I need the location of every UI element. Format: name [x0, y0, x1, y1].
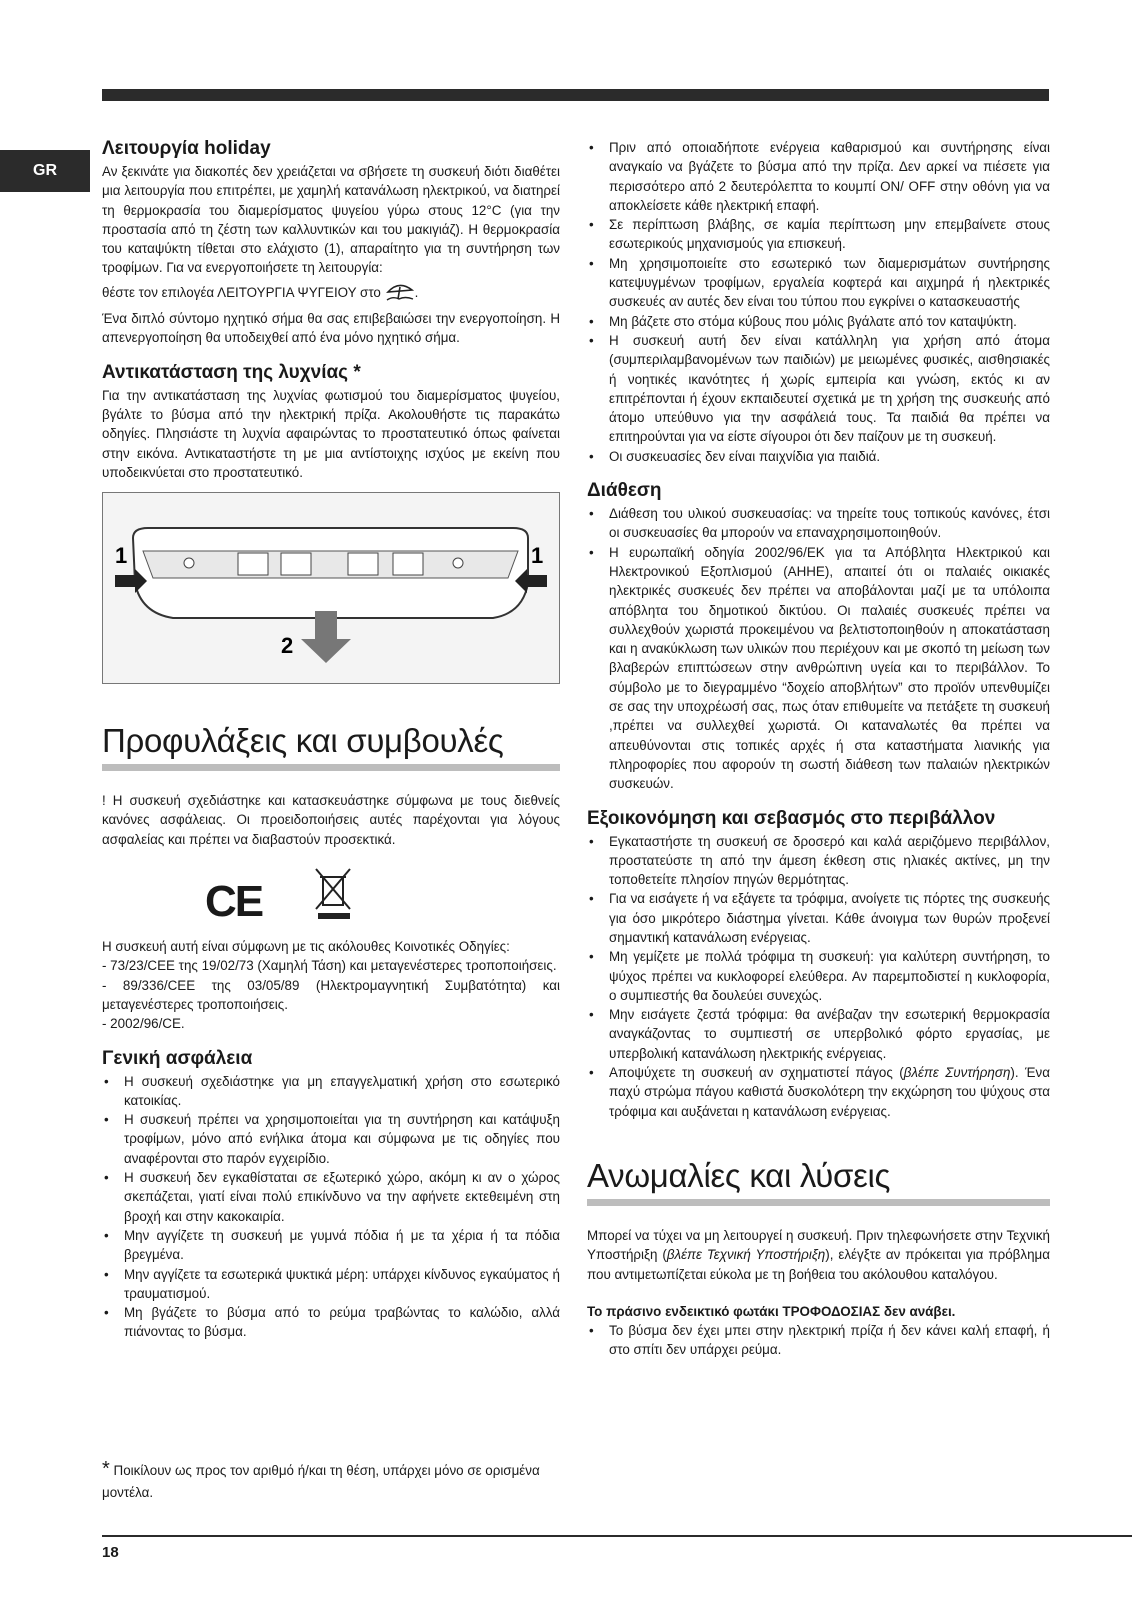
list-item: • Μην εισάγετε ζεστά τρόφιμα: θα ανέβαζαν την εσωτερική θερμοκρασία αναγκάζοντας το συμπιεστή σε υπερβολικό φόρτο εργασίας, με υπερβολική κατανάλωση ηλεκτρικής ενέργειας.: [587, 1005, 1050, 1063]
list-item: • Μην αγγίζετε τα εσωτερικά ψυκτικά μέρη: υπάρχει κίνδυνος εγκαύματος ή τραυματισμού.: [102, 1265, 560, 1304]
footnote-text: Ποικίλουν ως προς τον αριθμό ή/και τη θέση, υπάρχει μόνο σε ορισμένα μοντέλα.: [102, 1463, 540, 1500]
footnote: [102, 1458, 560, 1504]
ce-mark-logo: CE: [205, 877, 263, 927]
holiday-instruction-text: θέστε τον επιλογέα ΛΕΙΤΟΥΡΓΙΑ ΨΥΓΕΙΟΥ στο: [102, 284, 381, 300]
troubleshooting-heading: Ανωμαλίες και λύσεις: [587, 1157, 1050, 1206]
list-item: • Οι συσκευασίες δεν είναι παιχνίδια για παιδιά.: [587, 447, 1050, 466]
holiday-heading: Λειτουργία holiday: [102, 138, 271, 159]
page-number: 18: [102, 1544, 119, 1561]
list-item: • Η ευρωπαϊκή οδηγία 2002/96/ΕΚ για τα Απόβλητα Ηλεκτρικού και Ηλεκτρονικού Εξοπλισμού (ΑΗΗΕ), απαιτεί ότι οι παλαιές οικιακές ηλεκτρικές συσκευές δεν πρέπει να αποβάλονται μαζί με τα υπόλοιπα απόβλητα του δημοτικού δικτύου. Οι παλαιές συσκευές πρέπει να συλλεχθούν χωριστά προκειμένου να βελτιστοποιηθούν η αποκατάσταση και η ανακύκλωση των υλικών που περιέχουν και με σκοπό τη μείωση των βλαβερών επιπτώσεων στην ανθρώπινη υγεία και το περιβάλλον. Το σύμβολο με το διεγραμμένο “δοχείο αποβλήτων” στο προϊόν υπενθυμίζει σε σας την υποχρέωσή σας, πως όταν επιθυμείτε να πετάξετε τη συσκευή ,πρέπει να συλλεχθεί χωριστά. Οι καταναλωτές θα πρέπει να απευθύνονται στις τοπικές αρχές ή στα καταστήματα λιανικής για πληροφορίες που αφορούν τη σωστή διάθεση των παλαιών ηλεκτρικών συσκευών.: [587, 543, 1050, 794]
directive-weee: - 2002/96/CE.: [102, 1016, 185, 1032]
list-item: • Η συσκευή δεν εγκαθίσταται σε εξωτερικό χώρο, ακόμη κι αν ο χώρος σκεπάζεται, γιατί είναι πολύ επικίνδυνο να την αφήνετε εκτεθειμένη στη βροχή και στην κακοκαιρία.: [102, 1168, 560, 1226]
list-item: • Το βύσμα δεν έχει μπει στην ηλεκτρική πρίζα ή δεν κάνει καλή επαφή, ή στο σπίτι δεν υπάρχει ρεύμα.: [587, 1321, 1050, 1360]
holiday-paragraph: Αν ξεκινάτε για διακοπές δεν χρειάζεται να σβήσετε τη συσκευή διότι διαθέτει μια λειτουργία που επιτρέπει, με χαμηλή κατανάλωση ηλεκτρικού, να διατηρεί τη θερμοκρασία του διαμερίσματος ψυγείου γύρω στους 12°C (για την προστασία από τη ζέστη των καλλυντικών και του μακιγιάζ). Η θερμοκρασία του καταψύκτη τίθεται στο ελάχιστο (1), απαραίτητο για τη συντήρηση των τροφίμων. Για να ενεργοποιήσετε τη λειτουργία:: [102, 164, 560, 276]
list-item: • Διάθεση του υλικού συσκευασίας: να τηρείτε τους τοπικούς κανόνες, έτσι οι συσκευασίες θα μπορούν να επαναχρησιμοποιηθούν.: [587, 504, 1050, 543]
maintenance-list: [587, 138, 1050, 466]
defrost-reference: βλέπε Συντήρηση: [903, 1065, 1011, 1081]
list-item: • Για να εισάγετε ή να εξάγετε τα τρόφιμα, ανοίγετε τις πόρτες της συσκευής για όσο μικρότερο διάστημα γίνεται. Κάθε άνοιγμα των θυρών προξενεί σημαντική κατανάλωση ενέργειας.: [587, 889, 1050, 947]
lamp-replacement-figure: [102, 492, 560, 684]
defrost-text-a: Αποψύχετε τη συσκευή αν σχηματιστεί πάγος (: [609, 1065, 904, 1081]
support-reference: βλέπε Τεχνική Υποστήριξη: [666, 1247, 826, 1263]
list-item: • Μη χρησιμοποιείτε στο εσωτερικό των διαμερισμάτων συντήρησης κατεψυγμένων τροφίμων, εργαλεία κοφτερά και αιχμηρά ή ηλεκτρικές συσκευές αν αυτές δεν είναι του τύπου που εγκρίνει ο κατασκευαστής: [587, 254, 1050, 312]
crossed-bin-icon: [314, 867, 354, 921]
defrost-text-b: ). Ένα παχύ στρώμα πάγου καθιστά δυσκολότερη την εκχώρηση του ψύχους στα τρόφιμα και αυξάνεται η κατανάλωση ενέργειας.: [609, 1065, 1050, 1119]
troubleshooting-text-b: ), ελέγξτε αν πρόκειται για πρόβλημα που αντιμετωπίζεται εύκολα με τη βοήθεια του ακόλουθου καταλόγου.: [587, 1247, 1050, 1282]
footnote-star: *: [102, 1458, 110, 1480]
list-item: • Μη γεμίζετε με πολλά τρόφιμα τη συσκευή: για καλύτερη συντήρηση, το ψύχος πρέπει να κυκλοφορεί ελεύθερα. Αν παρεμποδιστεί η κυκλοφορία, ο συμπιεστής θα δουλεύει συνεχώς.: [587, 947, 1050, 1005]
list-item: • Πριν από οποιαδήποτε ενέργεια καθαρισμού και συντήρησης είναι αναγκαίο να βγάζετε το βύσμα από την πρίζα. Δεν αρκεί να πιέσετε για περισσότερο από 2 δευτερόλεπτα το κουμπί ON/ OFF στην οθόνη για να αποκλείσετε κάθε ηλεκτρική επαφή.: [587, 138, 1050, 215]
directive-low-voltage: - 73/23/CEE της 19/02/73 (Χαμηλή Τάση) και μεταγενέστερες τροποποιήσεις.: [102, 958, 557, 974]
bottom-rule: [102, 1535, 1132, 1537]
list-item: • Η συσκευή αυτή δεν είναι κατάλληλη για χρήση από άτομα (συμπεριλαμβανομένων των παιδιών) με μειωμένες φυσικές, αισθησιακές ή νοητικές ικανότητες ή χωρίς εμπειρία και γνώση, εκτός κι αν επιτρέπονται ή έχουν εκπαιδευτεί σχετικά με τη χρήση της συσκευής από άτομο υπεύθυνο για την ασφάλειά τους. Τα παιδιά θα πρέπει να επιτηρούνται για να είστε σίγουροι ότι δεν παίζουν με τη συσκευή.: [587, 331, 1050, 447]
troubleshooting-text-a: Μπορεί να τύχει να μη λειτουργεί η συσκευή. Πριν τηλεφωνήσετε στην Τεχνική Υποστήριξη (: [587, 1227, 1050, 1263]
directive-emc: - 89/336/CEE της 03/05/89 (Ηλεκτρομαγνητική Συμβατότητα) και μεταγενέστερες τροποποιήσεις.: [102, 977, 560, 1012]
disposal-heading: Διάθεση: [587, 480, 662, 502]
figure-label-bottom: 2: [281, 633, 294, 659]
energy-list: [587, 832, 1050, 1121]
top-rule: [102, 89, 1049, 101]
list-item: • Εγκαταστήστε τη συσκευή σε δροσερό και καλά αεριζόμενο περιβάλλον, προστατεύστε τη από την άμεση έκθεση στις ηλιακές ακτίνες, μη την τοποθετείτε πλησίον πηγών θερμότητας.: [587, 832, 1050, 890]
holiday-umbrella-icon: [385, 281, 415, 306]
figure-label-right: 1: [531, 543, 544, 569]
lamp-paragraph: Για την αντικατάσταση της λυχνίας φωτισμού του διαμερίσματος ψυγείου, βγάλτε το βύσμα από την ηλεκτρική πρίζα. Ακολουθήστε τις παρακάτω οδηγίες. Πλησιάστε τη λυχνία αφαιρώντας το προστατευτικό όπως φαίνεται στην εικόνα. Αντικαταστήστε τη με μια αντίστοιχης ισχύος με εκείνη που υποδεικνύεται στο προστατευτικό.: [102, 387, 560, 480]
list-item: • Μην αγγίζετε τη συσκευή με γυμνά πόδια ή με τα χέρια ή τα πόδια βρεγμένα.: [102, 1226, 560, 1265]
list-item: • Μη βγάζετε το βύσμα από το ρεύμα τραβώντας το καλώδιο, αλλά πιάνοντας το βύσμα.: [102, 1303, 560, 1342]
holiday-confirmation: Ένα διπλό σύντομο ηχητικό σήμα θα σας επιβεβαιώσει την ενεργοποίηση. Η απενεργοποίηση θα υποδειχθεί από ένα μόνο ηχητικό σήμα.: [102, 311, 560, 346]
certification-logos: [102, 861, 560, 931]
problem-title: Το πράσινο ενδεικτικό φωτάκι ΤΡΟΦΟΔΟΣΙΑΣ δεν ανάβει.: [587, 1303, 956, 1319]
precautions-intro: ! Η συσκευή σχεδιάστηκε και κατασκευάστηκε σύμφωνα με τους διεθνείς κανόνες ασφάλειας. Οι προειδοποιήσεις αυτές παρέχονται για λόγους ασφαλείας και πρέπει να διαβαστούν προσεκτικά.: [102, 793, 560, 847]
directives-intro: Η συσκευή αυτή είναι σύμφωνη με τις ακόλουθες Κοινοτικές Οδηγίες:: [102, 939, 510, 955]
left-column: [102, 138, 560, 1342]
safety-heading: Γενική ασφάλεια: [102, 1047, 253, 1069]
disposal-list: [587, 504, 1050, 793]
energy-heading: Εξοικονόμηση και σεβασμός στο περιβάλλον: [587, 807, 996, 829]
list-item: • Η συσκευή σχεδιάστηκε για μη επαγγελματική χρήση στο εσωτερικό κατοικίας.: [102, 1072, 560, 1111]
holiday-instruction: θέστε τον επιλογέα ΛΕΙΤΟΥΡΓΙΑ ΨΥΓΕΙΟΥ στο .: [102, 281, 560, 306]
list-item: • Η συσκευή πρέπει να χρησιμοποιείται για τη συντήρηση και κατάψυξη τροφίμων, μόνο από ενήλικα άτομα και σύμφωνα με τις οδηγίες που αναφέρονται στο παρόν εγχειρίδιο.: [102, 1110, 560, 1168]
right-column: [587, 138, 1050, 1360]
precautions-heading: Προφυλάξεις και συμβουλές: [102, 722, 560, 771]
list-item: • Σε περίπτωση βλάβης, σε καμία περίπτωση μην επεμβαίνετε στους εσωτερικούς μηχανισμούς για επισκευή.: [587, 215, 1050, 254]
safety-list: [102, 1072, 560, 1342]
figure-label-left: 1: [115, 543, 128, 569]
list-item: • Μη βάζετε στο στόμα κύβους που μόλις βγάλατε από τον καταψύκτη.: [587, 312, 1050, 331]
troubleshooting-intro: [587, 1226, 1050, 1284]
lamp-heading: Αντικατάσταση της λυχνίας *: [102, 361, 361, 383]
list-item: [587, 1063, 1050, 1121]
lamp-diagram: [103, 493, 559, 683]
language-tab: GR: [0, 150, 90, 192]
problem-list: [587, 1321, 1050, 1360]
